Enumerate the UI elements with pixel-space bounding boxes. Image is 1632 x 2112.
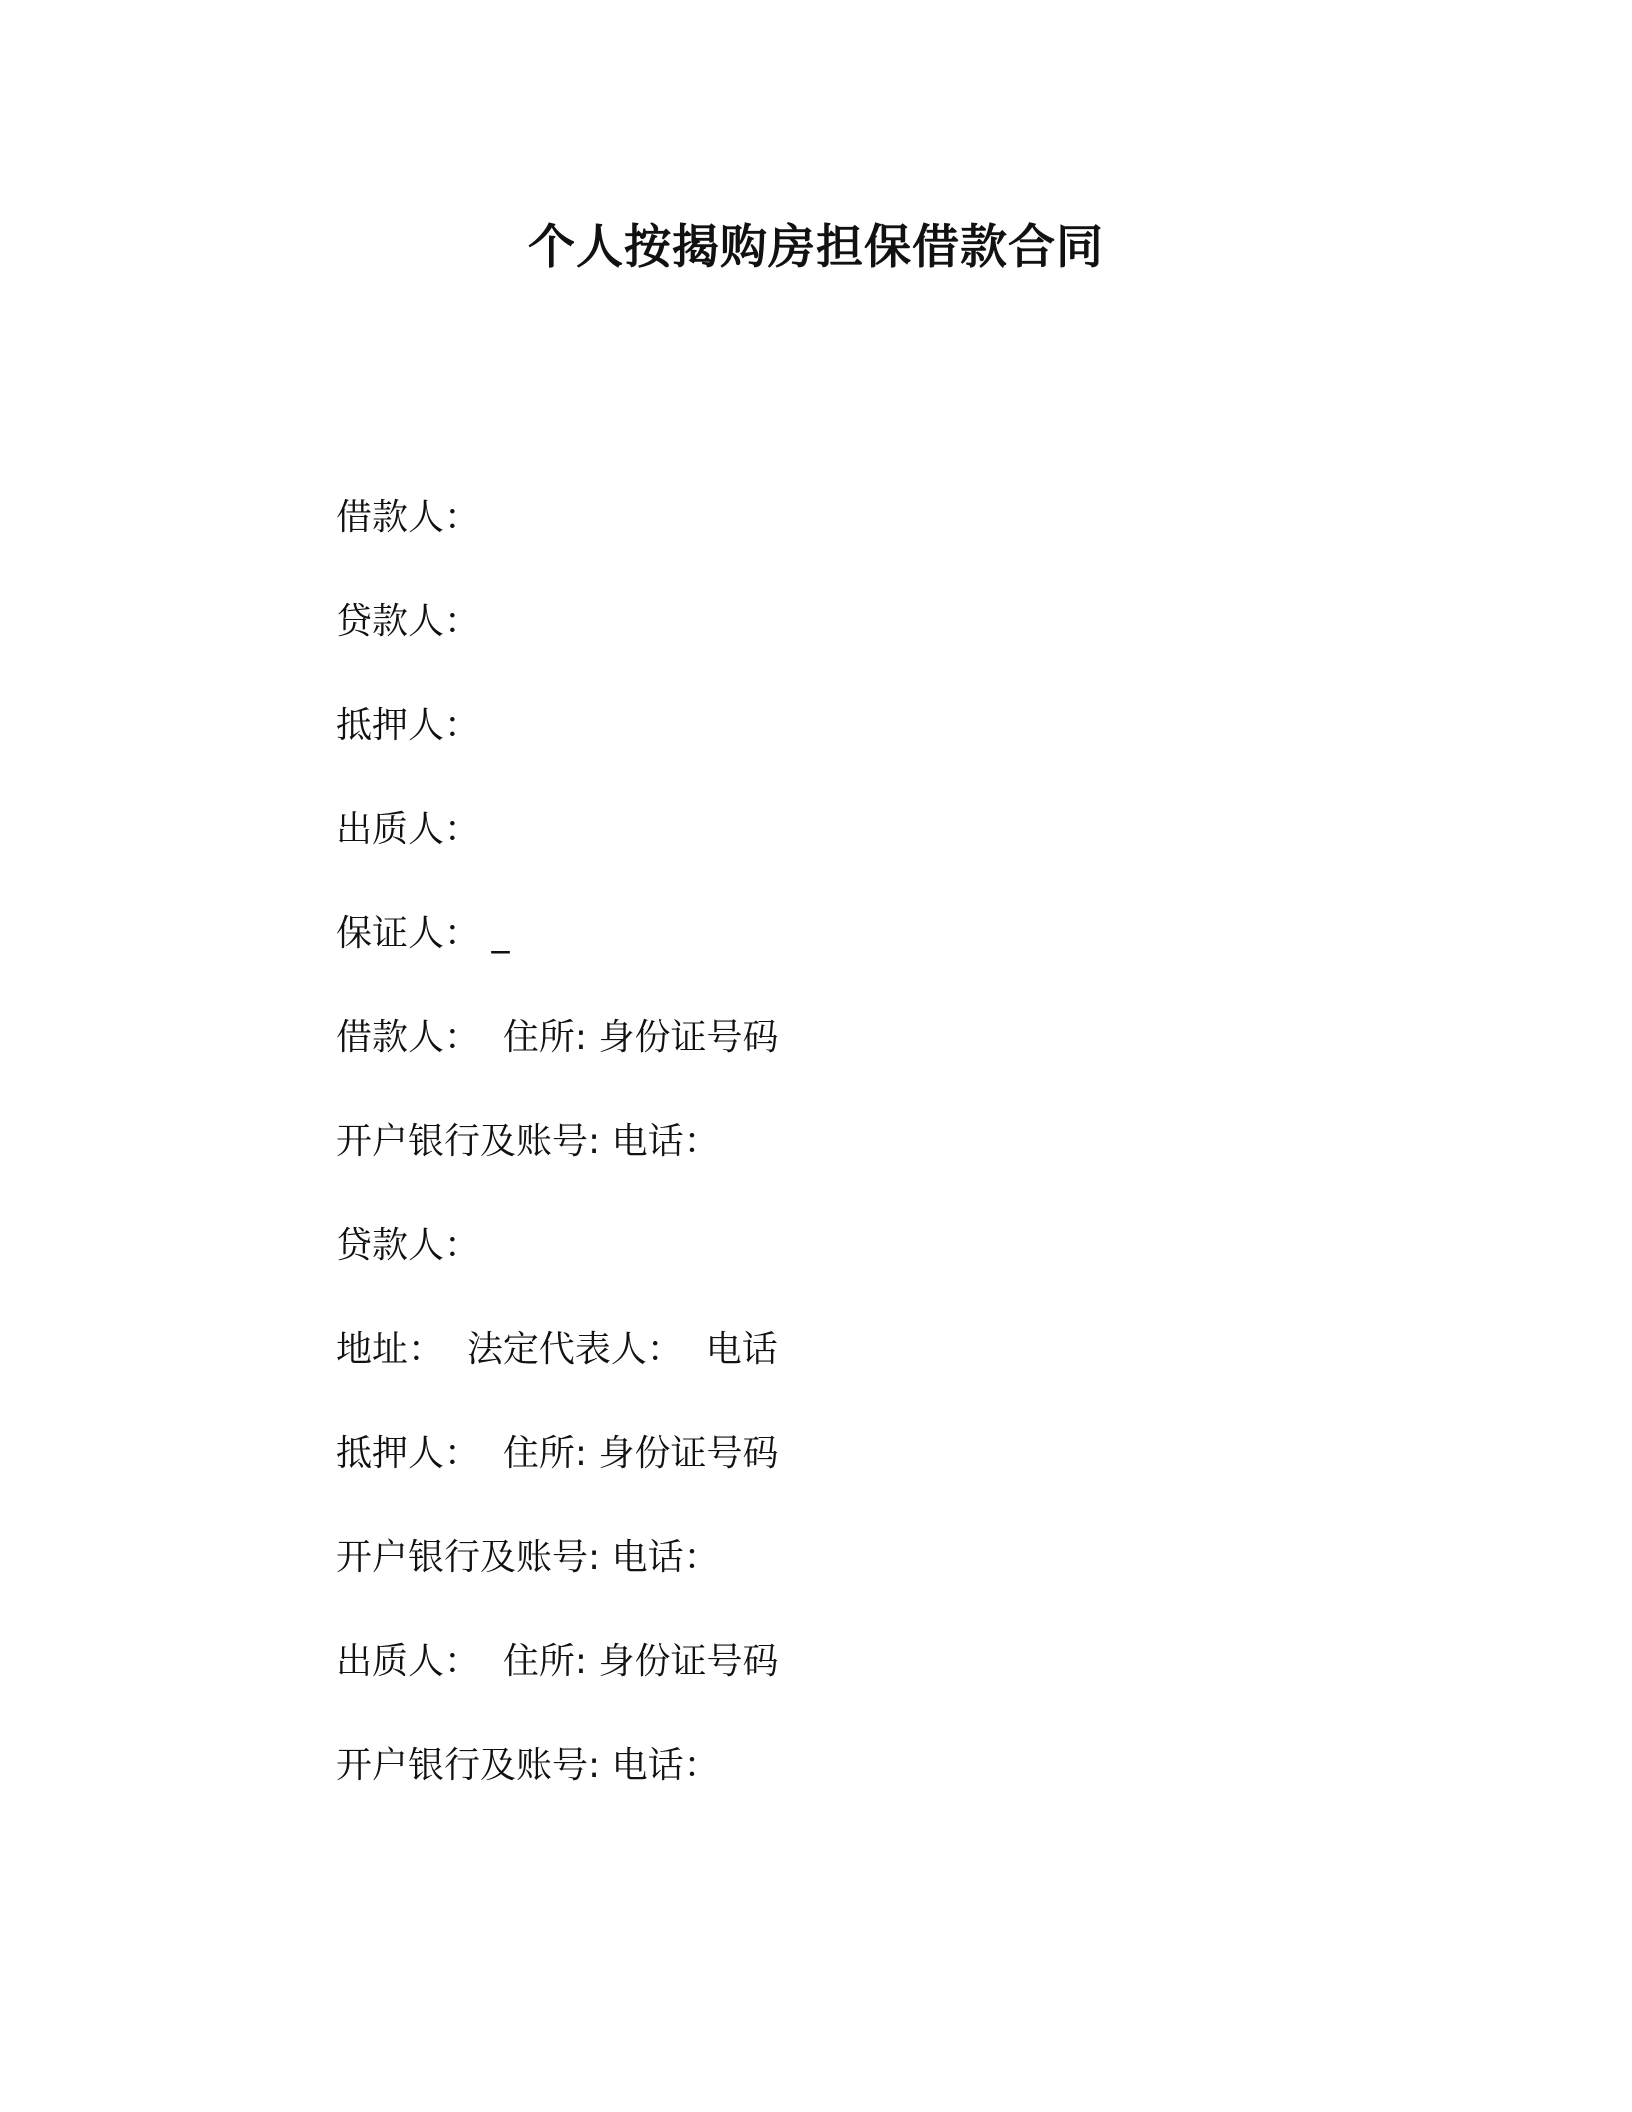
borrower-address-line: 借款人： 住所: 身份证号码 [336,1017,779,1058]
mortgagor-address-line: 抵押人： 住所: 身份证号码 [336,1433,779,1474]
guarantor-line: 保证人： _ [336,913,510,954]
pledgor-line: 出质人： [336,809,481,850]
party-info-section [336,488,1436,1840]
lender-detail-line: 贷款人： [336,1225,481,1266]
mortgagor-bank-line: 开户银行及账号: 电话： [336,1537,720,1578]
borrower-line: 借款人： [336,497,481,538]
lender-address-line: 地址： 法定代表人： 电话 [336,1329,778,1370]
lender-line: 贷款人： [336,601,481,642]
borrower-bank-line: 开户银行及账号: 电话： [336,1121,720,1162]
pledgor-address-line: 出质人： 住所: 身份证号码 [336,1641,779,1682]
document-title: 个人按揭购房担保借款合同 [528,220,1104,275]
pledgor-bank-line: 开户银行及账号: 电话： [336,1745,720,1786]
mortgagor-line: 抵押人： [336,705,481,746]
